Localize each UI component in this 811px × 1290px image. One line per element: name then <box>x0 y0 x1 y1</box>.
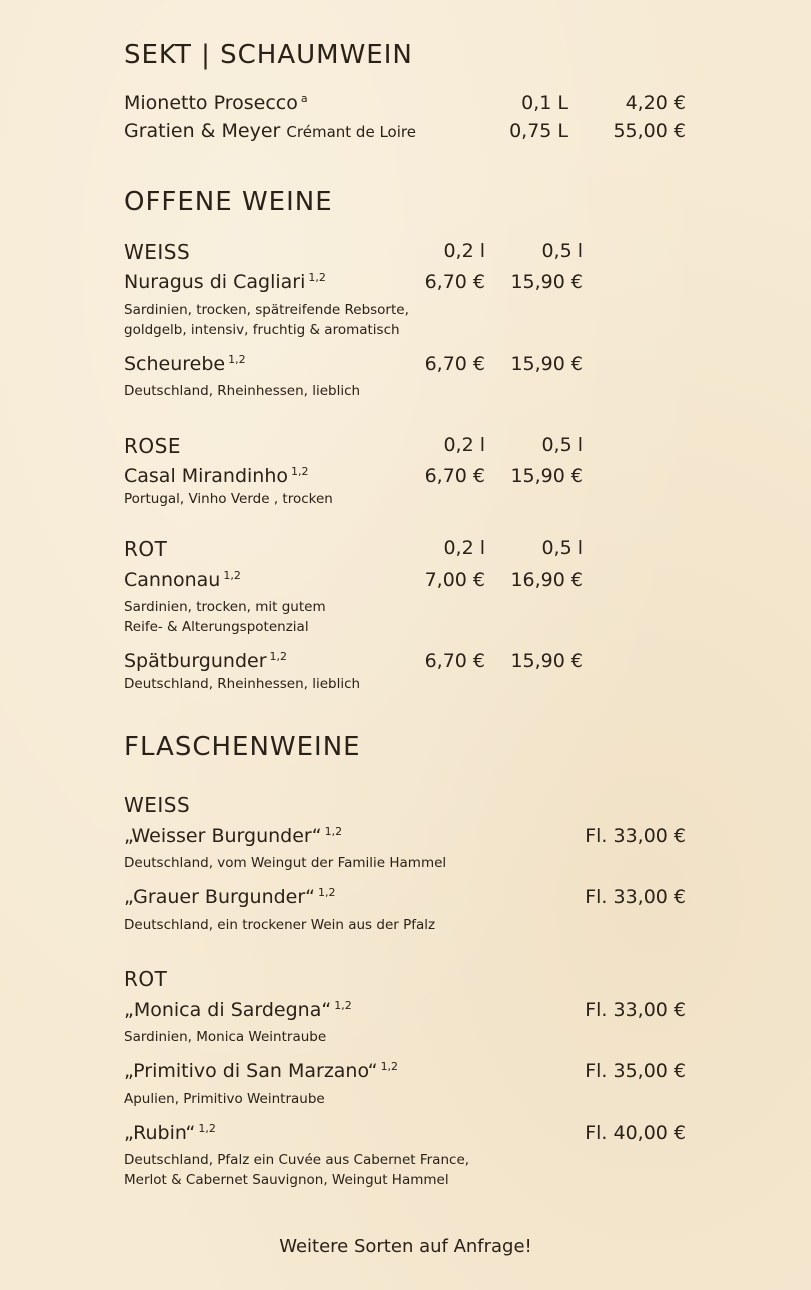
wine-name <box>124 465 309 487</box>
bottle-price: Fl. 33,00 € <box>585 825 686 847</box>
sekt-item-price: 55,00 € <box>613 120 686 142</box>
item-footnote: 1,2 <box>334 999 352 1012</box>
wine-description <box>124 381 360 401</box>
bottle-price: Fl. 33,00 € <box>585 886 686 908</box>
item-footnote: 1,2 <box>318 886 336 899</box>
sekt-item-name <box>124 92 308 114</box>
item-footnote: 1,2 <box>380 1060 399 1073</box>
category-rot: ROT <box>124 537 168 561</box>
item-footnote: 1,2 <box>269 650 287 663</box>
item-footnote: a <box>300 92 308 105</box>
wine-description <box>124 674 360 694</box>
item-extra: Crémant de Loire <box>286 123 416 141</box>
item-footnote: 1,2 <box>308 271 326 284</box>
price-05: 15,90 € <box>510 271 583 293</box>
wine-name <box>124 886 336 908</box>
desc-line: Sardinien, trocken, spätreifende Rebsorte, <box>124 302 409 318</box>
bottle-price: Fl. 33,00 € <box>585 999 686 1021</box>
item-footnote: 1,2 <box>198 1122 216 1135</box>
wine-description <box>124 489 333 509</box>
column-header-05: 0,5 l <box>541 537 583 559</box>
desc-line: Deutschland, vom Weingut der Familie Hammel <box>124 855 447 871</box>
item-name: „Grauer Burgunder“ <box>124 886 316 908</box>
price-05: 15,90 € <box>510 353 583 375</box>
price-02: 6,70 € <box>424 650 485 672</box>
item-name: Mionetto Prosecco <box>124 92 298 114</box>
item-footnote: 1,2 <box>324 825 343 838</box>
item-name: Spätburgunder <box>124 650 267 672</box>
wine-description <box>124 915 435 935</box>
desc-line: Deutschland, ein trockener Wein aus der Pfalz <box>124 917 436 933</box>
sekt-item-name <box>124 120 416 142</box>
item-name: Casal Mirandinho <box>124 465 288 487</box>
item-name: „Primitivo di San Marzano“ <box>124 1060 378 1082</box>
column-header-05: 0,5 l <box>541 434 583 456</box>
price-05: 15,90 € <box>510 650 583 672</box>
desc-line: Reife- & Alterungspotenzial <box>124 619 309 635</box>
category-weiss: WEISS <box>124 240 191 264</box>
item-name: „Monica di Sardegna“ <box>124 999 332 1021</box>
wine-name <box>124 650 287 672</box>
wine-name <box>124 353 246 375</box>
wine-name <box>124 1060 398 1082</box>
section-title-sekt: SEKT | SCHAUMWEIN <box>124 40 413 70</box>
price-05: 16,90 € <box>510 569 583 591</box>
desc-line: Deutschland, Rheinhessen, lieblich <box>124 676 361 692</box>
price-02: 6,70 € <box>424 271 485 293</box>
column-header-02: 0,2 l <box>443 537 485 559</box>
section-title-flaschen: FLASCHENWEINE <box>124 732 361 762</box>
wine-description <box>124 1089 325 1109</box>
wine-description <box>124 1027 326 1047</box>
section-title-offene: OFFENE WEINE <box>124 187 333 217</box>
category-rot: ROT <box>124 967 168 991</box>
item-name: Scheurebe <box>124 353 226 375</box>
wine-description <box>124 597 326 637</box>
footer-note: Weitere Sorten auf Anfrage! <box>279 1236 532 1257</box>
wine-name <box>124 1122 216 1144</box>
sekt-item-size: 0,1 L <box>521 92 568 114</box>
wine-name <box>124 825 342 847</box>
item-footnote: 1,2 <box>228 353 246 366</box>
sekt-item-size: 0,75 L <box>509 120 568 142</box>
desc-line: Sardinien, Monica Weintraube <box>124 1029 327 1045</box>
category-rose: ROSE <box>124 434 181 458</box>
item-name: „Weisser Burgunder“ <box>124 825 322 847</box>
item-footnote: 1,2 <box>291 465 309 478</box>
bottle-price: Fl. 35,00 € <box>585 1060 686 1082</box>
price-02: 6,70 € <box>424 353 485 375</box>
wine-name <box>124 271 326 293</box>
wine-name <box>124 569 241 591</box>
item-name: Gratien & Meyer <box>124 120 281 142</box>
price-02: 6,70 € <box>424 465 485 487</box>
desc-line: Merlot & Cabernet Sauvignon, Weingut Hammel <box>124 1172 449 1188</box>
sekt-item-price: 4,20 € <box>625 92 686 114</box>
bottle-price: Fl. 40,00 € <box>585 1122 686 1144</box>
item-footnote: 1,2 <box>223 569 241 582</box>
desc-line: Portugal, Vinho Verde , trocken <box>124 491 333 507</box>
price-05: 15,90 € <box>510 465 583 487</box>
column-header-02: 0,2 l <box>443 434 485 456</box>
item-name: „Rubin“ <box>124 1122 196 1144</box>
wine-description <box>124 853 446 873</box>
desc-line: Apulien, Primitivo Weintraube <box>124 1091 325 1107</box>
wine-description <box>124 1150 469 1190</box>
desc-line: Deutschland, Rheinhessen, lieblich <box>124 383 361 399</box>
desc-line: Deutschland, Pfalz ein Cuvée aus Cabernet France, <box>124 1152 470 1168</box>
column-header-05: 0,5 l <box>541 240 583 262</box>
column-header-02: 0,2 l <box>443 240 485 262</box>
item-name: Cannonau <box>124 569 221 591</box>
wine-name <box>124 999 352 1021</box>
category-weiss: WEISS <box>124 793 191 817</box>
wine-description <box>124 300 409 340</box>
price-02: 7,00 € <box>424 569 485 591</box>
item-name: Nuragus di Cagliari <box>124 271 306 293</box>
desc-line: goldgelb, intensiv, fruchtig & aromatisch <box>124 322 400 338</box>
desc-line: Sardinien, trocken, mit gutem <box>124 599 326 615</box>
